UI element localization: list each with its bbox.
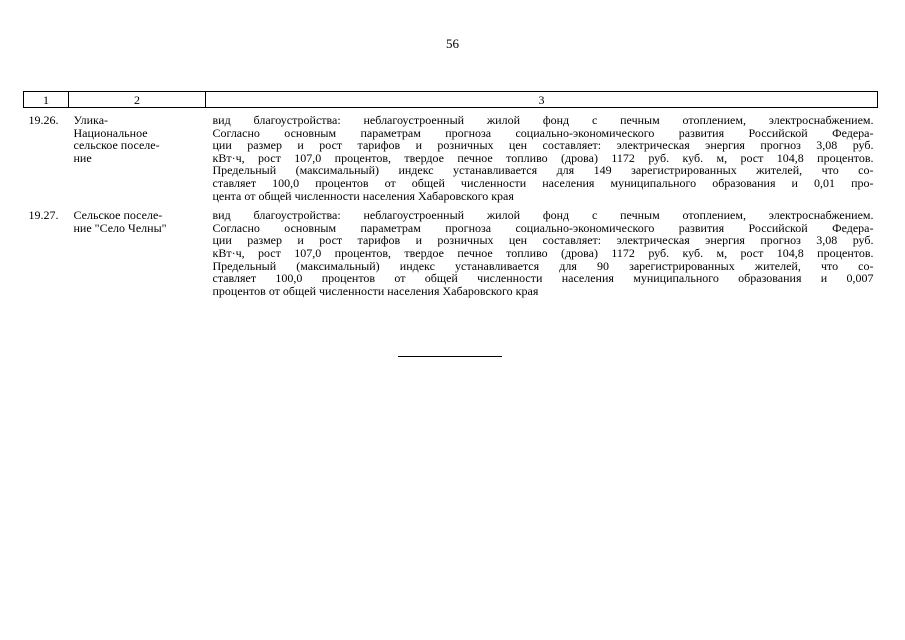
column-header-3: 3 bbox=[206, 92, 878, 108]
description-line: вид благоустройства: неблагоустроенный жилой фонд с печным отоплением, электроснабжением. bbox=[212, 208, 874, 223]
settlement-name-line: Улика- bbox=[73, 113, 109, 127]
settlement-name-line: сельское поселе- bbox=[73, 138, 160, 153]
settlement-name-line: Национальное bbox=[73, 125, 148, 140]
table-header bbox=[24, 92, 878, 108]
description-line: ции размер и рост тарифов и розничных цен составляет: электрическая энергия прогноз 3,08 руб. bbox=[212, 138, 874, 153]
column-header-2: 2 bbox=[69, 92, 206, 108]
settlement-name-line: ние "Село Челны" bbox=[73, 220, 167, 235]
column-header-1: 1 bbox=[24, 92, 69, 108]
settlement-description bbox=[206, 108, 878, 203]
settlement-description bbox=[206, 202, 878, 297]
description-line: Предельный (максимальный) индекс устанавливается для 90 зарегистрированных жителей, что со- bbox=[212, 258, 874, 273]
description-line: кВт·ч, рост 107,0 процентов, твердое печное топливо (дрова) 1172 руб. куб. м, рост 104,8 процентов. bbox=[212, 150, 874, 165]
description-line: процентов от общей численности населения Хабаровского края bbox=[212, 283, 539, 298]
row-number: 19.27. bbox=[28, 208, 59, 223]
page-number: 56 bbox=[446, 36, 459, 51]
description-line: вид благоустройства: неблагоустроенный жилой фонд с печным отоплением, электроснабжением. bbox=[212, 113, 874, 127]
description-line: цента от общей численности населения Хабаровского края bbox=[212, 188, 514, 203]
settlement-name-line: ние bbox=[73, 150, 92, 165]
description-line: Согласно основным параметрам прогноза социально-экономического развития Российской Федера- bbox=[212, 125, 874, 140]
row-number: 19.26. bbox=[28, 113, 59, 127]
table-row bbox=[24, 108, 878, 203]
settlement-name-line: Сельское поселе- bbox=[73, 208, 163, 223]
table-row bbox=[24, 202, 878, 297]
table-body bbox=[24, 108, 878, 298]
document-end-rule bbox=[398, 356, 502, 357]
description-line: кВт·ч, рост 107,0 процентов, твердое печное топливо (дрова) 1172 руб. куб. м, рост 104,8 процентов. bbox=[212, 245, 874, 260]
description-line: ставляет 100,0 процентов от общей численности населения муниципального образования и 0,007 bbox=[212, 271, 874, 286]
description-line: Согласно основным параметрам прогноза социально-экономического развития Российской Федера- bbox=[212, 220, 874, 235]
description-line: ции размер и рост тарифов и розничных цен составляет: электрическая энергия прогноз 3,08 руб. bbox=[212, 233, 874, 248]
table-header-row bbox=[24, 92, 878, 108]
description-line: Предельный (максимальный) индекс устанавливается для 149 зарегистрированных жителей, что со- bbox=[212, 163, 874, 178]
settlement-name bbox=[69, 108, 206, 203]
description-line: ставляет 100,0 процентов от общей численности населения муниципального образования и 0,01 про- bbox=[212, 175, 874, 190]
settlement-name bbox=[69, 202, 206, 297]
tariff-table bbox=[23, 91, 878, 297]
